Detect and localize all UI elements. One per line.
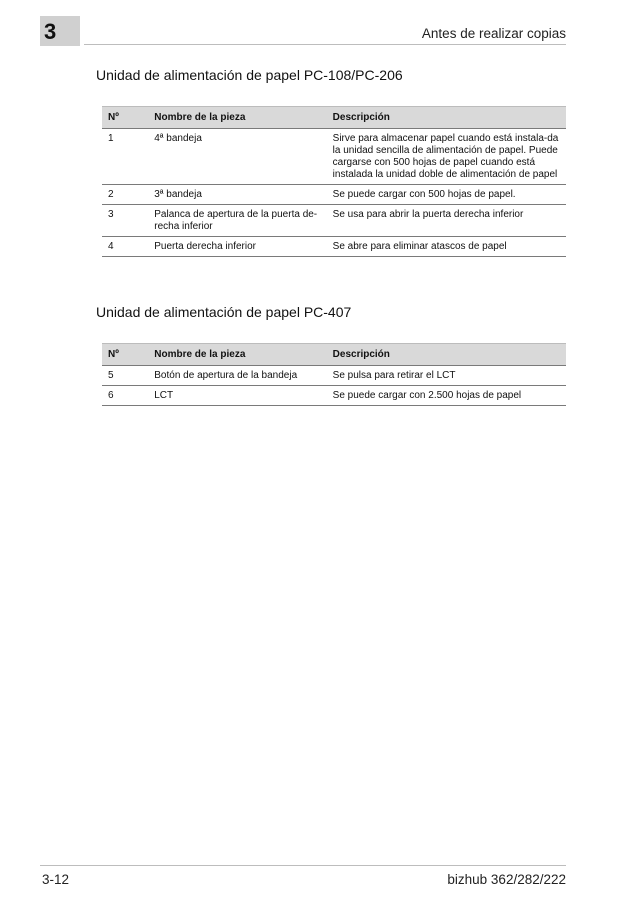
cell-part-name: Puerta derecha inferior <box>148 237 326 257</box>
cell-description: Se pulsa para retirar el LCT <box>327 366 566 386</box>
footer-divider <box>40 865 566 866</box>
table-row <box>102 386 566 406</box>
cell-number: 4 <box>102 237 148 257</box>
table-row <box>102 237 566 257</box>
table-row <box>102 366 566 386</box>
cell-description: Sirve para almacenar papel cuando está instala-da la unidad sencilla de alimentación de papel. Puede cargarse con 500 hojas de papel cuando está instalada la unidad doble de alimentación de papel <box>327 129 566 185</box>
cell-number: 6 <box>102 386 148 406</box>
cell-description: Se usa para abrir la puerta derecha inferior <box>327 205 566 237</box>
table-row <box>102 205 566 237</box>
cell-description: Se abre para eliminar atascos de papel <box>327 237 566 257</box>
column-header-number: Nº <box>102 344 148 366</box>
table-header-row <box>102 344 566 366</box>
section-title-pc108-pc206: Unidad de alimentación de papel PC-108/PC-206 <box>96 67 403 83</box>
column-header-description: Descripción <box>327 344 566 366</box>
cell-number: 3 <box>102 205 148 237</box>
running-header-title: Antes de realizar copias <box>421 26 566 41</box>
table-row <box>102 185 566 205</box>
column-header-part-name: Nombre de la pieza <box>148 107 326 129</box>
header-divider <box>84 44 566 45</box>
cell-description: Se puede cargar con 2.500 hojas de papel <box>327 386 566 406</box>
product-name: bizhub 362/282/222 <box>447 872 566 887</box>
cell-part-name: LCT <box>148 386 326 406</box>
cell-part-name: 3ª bandeja <box>148 185 326 205</box>
column-header-description: Descripción <box>327 107 566 129</box>
column-header-part-name: Nombre de la pieza <box>148 344 326 366</box>
table-row <box>102 129 566 185</box>
cell-description: Se puede cargar con 500 hojas de papel. <box>327 185 566 205</box>
chapter-number: 3 <box>44 19 57 44</box>
cell-number: 5 <box>102 366 148 386</box>
section-title-pc407: Unidad de alimentación de papel PC-407 <box>96 304 352 320</box>
cell-part-name: 4ª bandeja <box>148 129 326 185</box>
parts-table-pc108-pc206 <box>102 106 566 257</box>
table-header-row <box>102 107 566 129</box>
cell-number: 1 <box>102 129 148 185</box>
chapter-number-box <box>40 16 80 46</box>
parts-table-pc407 <box>102 343 566 406</box>
page-number: 3-12 <box>42 872 70 887</box>
cell-number: 2 <box>102 185 148 205</box>
cell-part-name: Botón de apertura de la bandeja <box>148 366 326 386</box>
cell-part-name: Palanca de apertura de la puerta de-recha inferior <box>148 205 326 237</box>
column-header-number: Nº <box>102 107 148 129</box>
